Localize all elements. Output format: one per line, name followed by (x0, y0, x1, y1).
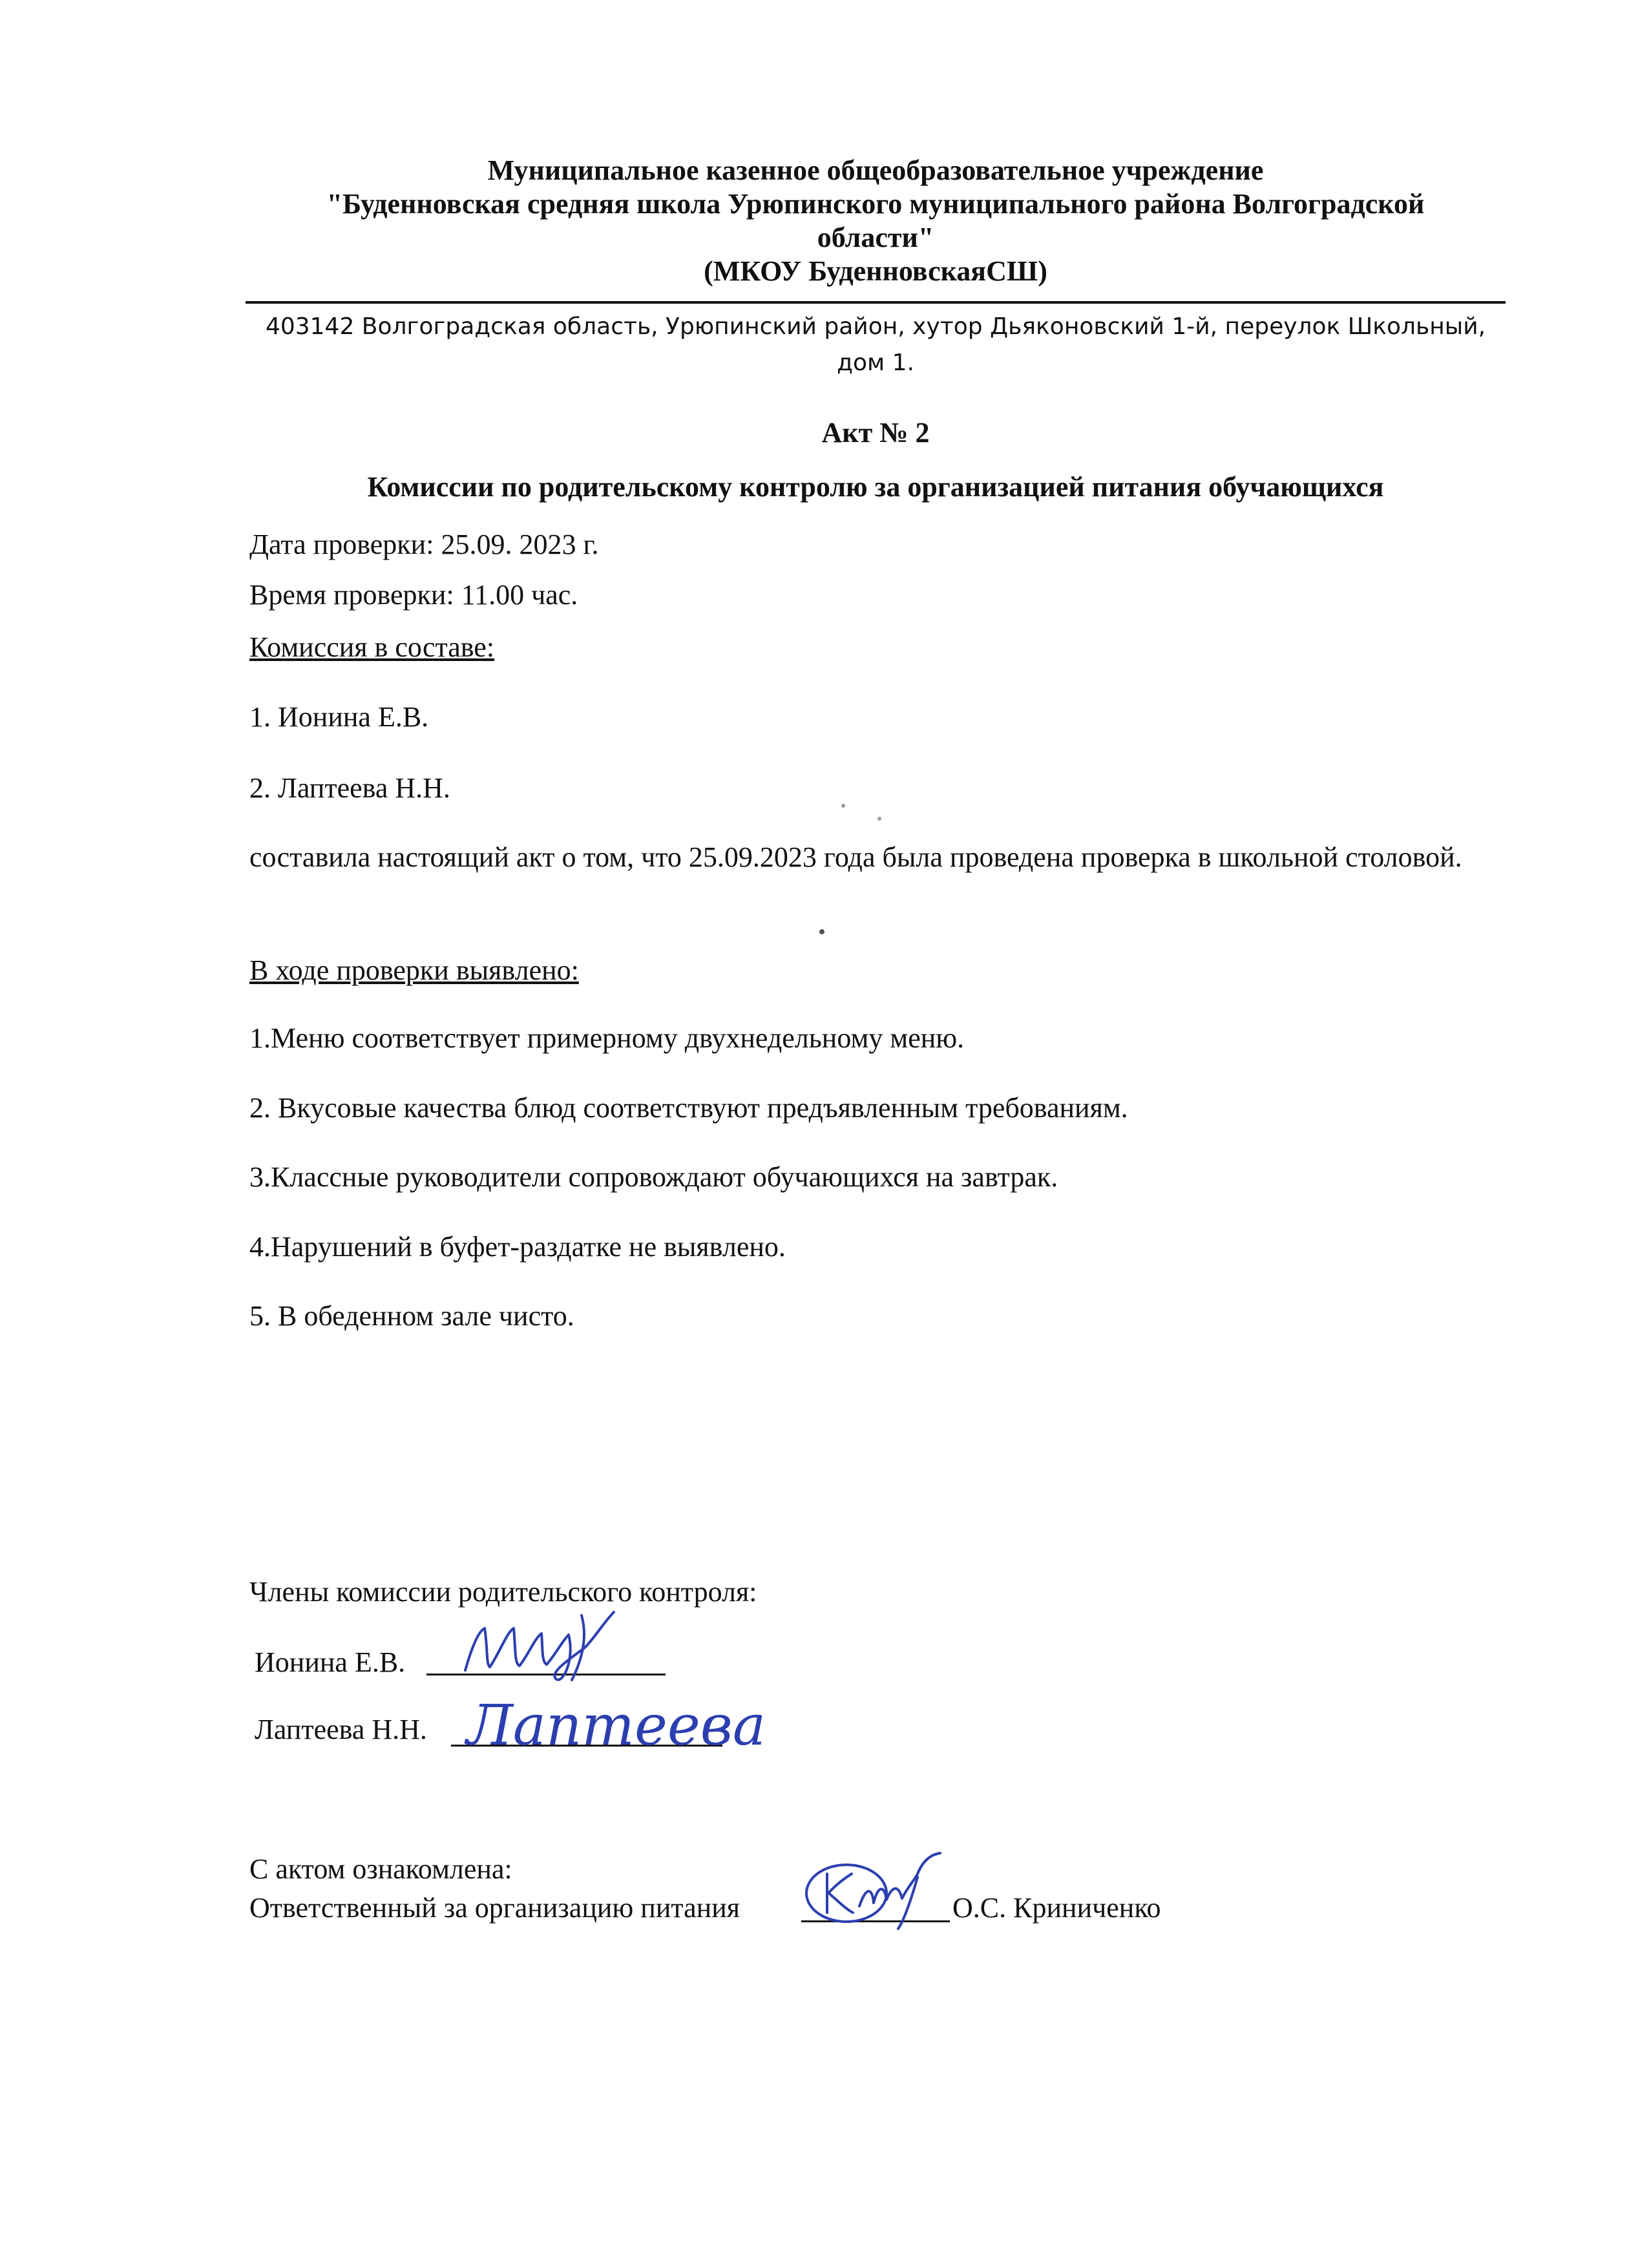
org-name-line-3: области" (817, 222, 934, 253)
signature-2-image (460, 1686, 766, 1758)
responsible-label: Ответственный за организацию питания (249, 1892, 740, 1924)
findings-heading: В ходе проверки выявлено: (249, 954, 579, 986)
scan-speck (877, 817, 881, 821)
finding-2: 2. Вкусовые качества блюд соответствуют предъявленным требованиям. (249, 1092, 1128, 1124)
address-line-2: дом 1. (837, 350, 914, 376)
document-title: Акт № 2 (821, 417, 930, 448)
finding-5: 5. В обеденном зале чисто. (249, 1300, 574, 1332)
commission-heading: Комиссия в составе: (249, 631, 495, 663)
document-subtitle: Комиссии по родительскому контролю за организацией питания обучающихся (367, 471, 1384, 503)
commission-member-1: 1. Ионина Е.В. (249, 701, 429, 733)
check-date: Дата проверки: 25.09. 2023 г. (249, 529, 599, 560)
org-name-line-2: "Буденновская средняя школа Урюпинского муниципального района Волгоградской (326, 188, 1425, 220)
header-divider (246, 301, 1506, 304)
address-block (246, 309, 1506, 381)
org-abbreviation: (МКОУ БуденновскаяСШ) (704, 255, 1047, 287)
signatures-heading: Члены комиссии родительского контроля: (249, 1576, 757, 1608)
finding-3: 3.Классные руководители сопровождают обучающихся на завтрак. (249, 1161, 1058, 1193)
org-name-line-1: Муниципальное казенное общеобразовательное учреждение (487, 154, 1264, 186)
commission-member-2: 2. Лаптеева Н.Н. (249, 772, 450, 804)
signature-3-image (801, 1848, 956, 1932)
signature-2-handwriting: Лаптеева (467, 1694, 766, 1758)
address-line-1: 403142 Волгоградская область, Урюпинский район, хутор Дьяконовский 1-й, переулок Школьный, (265, 313, 1486, 340)
signer-2-name: Лаптеева Н.Н. (255, 1714, 427, 1745)
signer-1-name: Ионина Е.В. (255, 1646, 406, 1678)
scan-speck (819, 929, 824, 934)
statement-paragraph: составила настоящий акт о том, что 25.09.2023 года была проведена проверка в школьной столовой. (249, 841, 1462, 873)
signature-1-image (452, 1602, 620, 1693)
acknowledgement-label: С актом ознакомлена: (249, 1853, 512, 1885)
finding-1: 1.Меню соответствует примерному двухнедельному меню. (249, 1022, 965, 1054)
organization-header (246, 154, 1506, 288)
check-time: Время проверки: 11.00 час. (249, 579, 578, 611)
finding-4: 4.Нарушений в буфет-раздатке не выявлено. (249, 1231, 786, 1263)
scan-speck (841, 804, 845, 808)
responsible-name: О.С. Криниченко (952, 1892, 1161, 1924)
